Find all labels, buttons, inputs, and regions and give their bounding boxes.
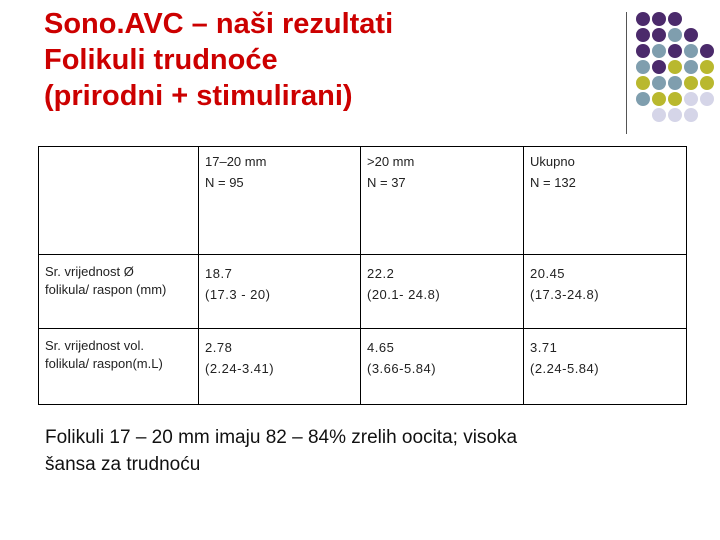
table-cell [361, 255, 524, 329]
decorative-dot [636, 60, 650, 74]
decorative-dot [652, 76, 666, 90]
decorative-dot [652, 108, 666, 122]
decorative-dot [668, 60, 682, 74]
header-cell-total [524, 147, 687, 255]
cell-range: (2.24-3.41) [205, 361, 275, 376]
table-row [39, 329, 687, 405]
header-cell-empty [39, 147, 199, 255]
table-cell [199, 329, 361, 405]
decorative-dot [668, 12, 682, 26]
decorative-dot [668, 28, 682, 42]
cell-mean: 22.2 [367, 266, 395, 281]
header-count: N = 95 [205, 175, 244, 190]
decorative-dot [636, 76, 650, 90]
decorative-dot [652, 60, 666, 74]
footnote-line-2: šansa za trudnoću [45, 454, 201, 475]
header-count: N = 37 [367, 175, 406, 190]
cell-mean: 4.65 [367, 340, 395, 355]
decorative-dot [684, 44, 698, 58]
table-cell [199, 255, 361, 329]
header-label: 17–20 mm [205, 154, 267, 169]
table-cell [524, 329, 687, 405]
header-count: N = 132 [530, 175, 576, 190]
decorative-dot [652, 28, 666, 42]
decorative-dot [668, 44, 682, 58]
row-label-volume: Sr. vrijednost vol. folikula/ raspon(m.L) [39, 329, 199, 405]
header-cell-over-20mm [361, 147, 524, 255]
cell-range: (3.66-5.84) [367, 361, 437, 376]
cell-mean: 18.7 [205, 266, 233, 281]
header-label: >20 mm [367, 154, 415, 169]
row-label-diameter: Sr. vrijednost Ø folikula/ raspon (mm) [39, 255, 199, 329]
title-line-1: Sono.AVC – naši rezultati [44, 8, 394, 40]
decorative-dot [668, 92, 682, 106]
cell-mean: 2.78 [205, 340, 233, 355]
header-label: Ukupno [530, 154, 575, 169]
results-table [38, 146, 687, 405]
decorative-dot-grid [0, 0, 720, 140]
title-line-2: Folikuli trudnoće [44, 44, 278, 76]
decorative-dot [636, 12, 650, 26]
decorative-dot [652, 44, 666, 58]
footnote-line-1: Folikuli 17 – 20 mm imaju 82 – 84% zrelih oocita; visoka [45, 427, 518, 448]
decorative-dot [700, 76, 714, 90]
decorative-dot [652, 92, 666, 106]
cell-range: (2.24-5.84) [530, 361, 600, 376]
cell-mean: 3.71 [530, 340, 558, 355]
cell-range: (17.3 - 20) [205, 287, 271, 302]
decorative-dot [700, 92, 714, 106]
table-cell [524, 255, 687, 329]
decorative-dot [652, 12, 666, 26]
decorative-dot [668, 76, 682, 90]
decorative-dot [700, 60, 714, 74]
decorative-dot [636, 92, 650, 106]
decorative-dot [700, 44, 714, 58]
cell-range: (20.1- 24.8) [367, 287, 441, 302]
table-row [39, 255, 687, 329]
cell-range: (17.3-24.8) [530, 287, 600, 302]
decorative-dot [684, 60, 698, 74]
table-cell [361, 329, 524, 405]
decorative-dot [684, 108, 698, 122]
decorative-dot [684, 28, 698, 42]
header-cell-17-20mm [199, 147, 361, 255]
cell-mean: 20.45 [530, 266, 566, 281]
decorative-dot [636, 44, 650, 58]
title-line-3: (prirodni + stimulirani) [44, 80, 353, 112]
decorative-dot [636, 28, 650, 42]
footnote [45, 424, 685, 478]
decorative-dot [684, 76, 698, 90]
decorative-dot [684, 92, 698, 106]
table-header-row [39, 147, 687, 255]
decorative-dot [668, 108, 682, 122]
